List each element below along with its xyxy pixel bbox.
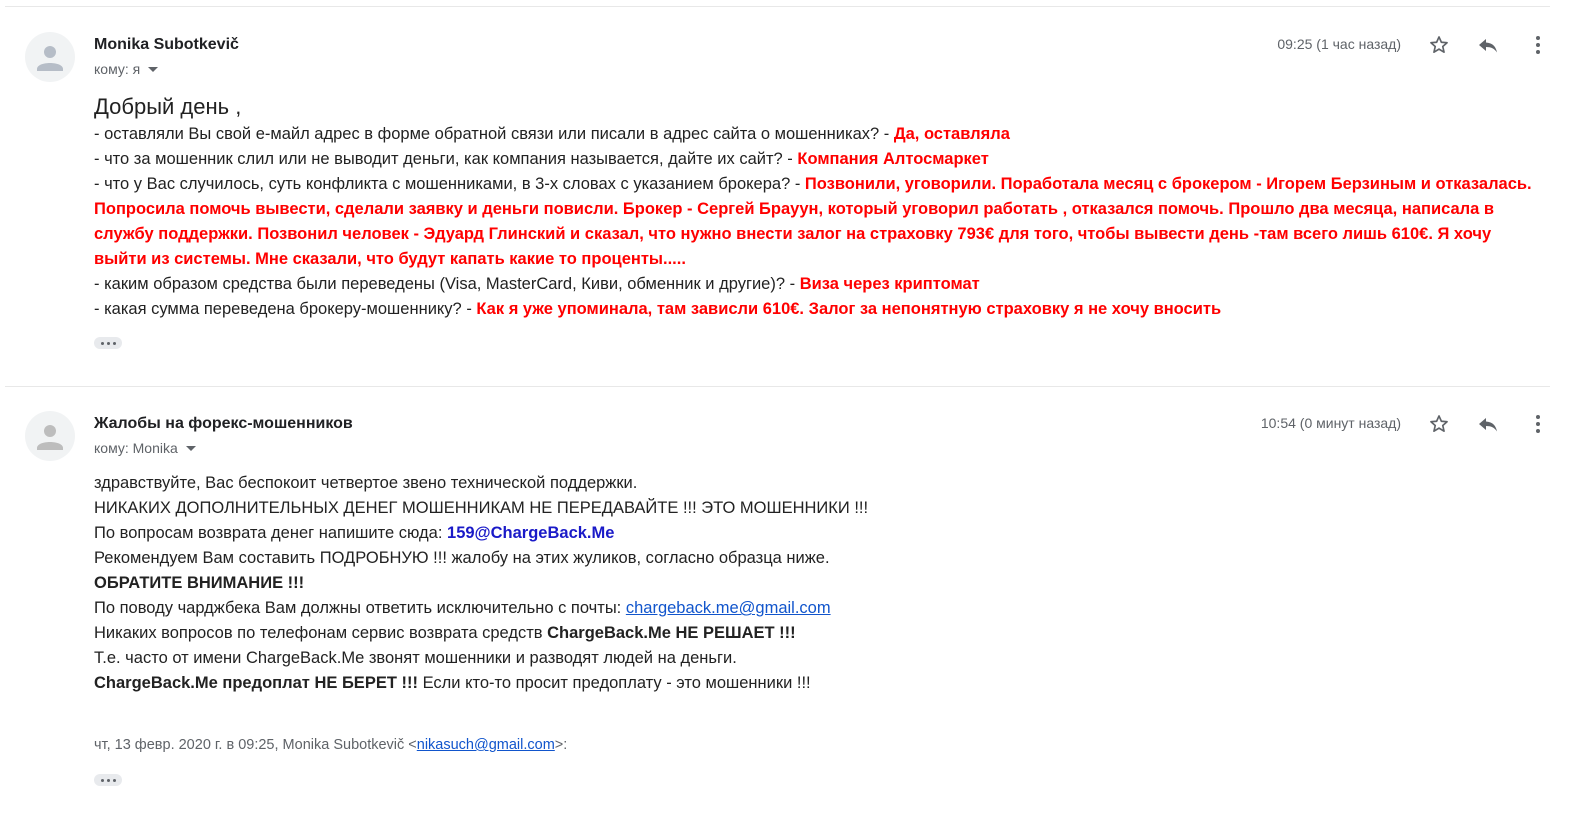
body-line-1: здравствуйте, Вас беспокоит четвертое звено технической поддержки.	[94, 474, 638, 492]
star-icon	[1428, 413, 1450, 435]
text: По поводу чарджбека Вам должны ответить исключительно с почты:	[94, 599, 626, 617]
message-body	[94, 471, 1534, 696]
text: Никаких вопросов по телефонам сервис возврата средств	[94, 624, 548, 642]
recipient-label: кому: Monika	[94, 440, 178, 456]
text: >:	[554, 737, 568, 753]
show-trimmed-content-button[interactable]	[94, 774, 122, 786]
recipient-details[interactable]	[94, 440, 196, 456]
body-line-2: НИКАКИХ ДОПОЛНИТЕЛЬНЫХ ДЕНЕГ МОШЕННИКАМ НЕ ПЕРЕДАВАЙТЕ !!! ЭТО МОШЕННИКИ !!!	[94, 499, 869, 517]
question: - каким образом средства были переведены (Visa, MasterCard, Киви, обменник и другие)? -	[94, 275, 800, 293]
text: По вопросам возврата денег напишите сюда:	[94, 524, 448, 542]
support-email-link[interactable]: 159@ChargeBack.Me	[447, 524, 615, 542]
reply-button[interactable]	[1474, 410, 1502, 438]
person-icon	[25, 411, 75, 461]
sender-avatar[interactable]	[25, 411, 75, 461]
quote-attribution	[94, 737, 567, 753]
answer: Компания Алтосмаркет	[797, 150, 989, 168]
chevron-down-icon[interactable]	[186, 446, 196, 451]
text: Если кто-то просит предоплату - это мошенники !!!	[417, 674, 811, 692]
answer: Как я уже упоминала, там зависли 610€. Залог за непонятную страховку я не хочу вносить	[476, 300, 1222, 318]
sender-name[interactable]: Monika Subotkevič	[94, 36, 239, 53]
recipient-label: кому: я	[94, 61, 141, 77]
question: - оставляли Вы свой е-майл адрес в форме обратной связи или писали в адрес сайта о мошенниках? -	[94, 125, 894, 143]
answer: Да, оставляла	[893, 125, 1010, 143]
sender-name[interactable]: Жалобы на форекс-мошенников	[94, 415, 353, 432]
text: чт, 13 февр. 2020 г. в 09:25, Monika Subotkevič <	[94, 737, 417, 753]
more-vert-icon	[1535, 414, 1541, 434]
body-line-4: Рекомендуем Вам составить ПОДРОБНУЮ !!! жалобу на этих жуликов, согласно образца ниже.	[94, 549, 830, 567]
message-time: 10:54 (0 минут назад)	[1260, 415, 1401, 431]
show-trimmed-icon	[101, 779, 104, 782]
greeting: Добрый день ,	[94, 94, 242, 119]
more-options-button[interactable]	[1524, 410, 1552, 438]
body-line-9	[94, 671, 1534, 696]
answer: Виза через криптомат	[799, 275, 980, 293]
body-line-8: Т.е. часто от имени ChargeBack.Me звонят мошенники и разводят людей на деньги.	[94, 649, 737, 667]
body-line-7	[94, 621, 1534, 646]
body-line-6	[94, 596, 1534, 621]
chargeback-email-link[interactable]: chargeback.me@gmail.com	[625, 599, 831, 617]
bold-text: ChargeBack.Me предоплат НЕ БЕРЕТ !!!	[94, 674, 418, 692]
body-line-5: ОБРАТИТЕ ВНИМАНИЕ !!!	[94, 574, 305, 592]
star-button[interactable]	[1425, 410, 1453, 438]
question: - какая сумма переведена брокеру-мошеннику? -	[94, 300, 477, 318]
question: - что за мошенник слил или не выводит деньги, как компания называется, дайте их сайт? -	[94, 150, 798, 168]
reply-icon	[1476, 413, 1500, 435]
message-time: 09:25 (1 час назад)	[1277, 36, 1401, 52]
answer: Позвонили, уговорили. Поработала месяц с брокером - Игорем Берзиным и отказалась. Попросила помочь вывести, сделали заявку и деньги повисли. Брокер - Сергей Брауун, который уговорил работать , отказался помочь. Прошло два месяца, написала в службу поддержки. Позвонил человек - Эдуард Глинский и сказал, что нужно внести залог на страховку 793€ для того, чтобы вывести день -там всего лишь 610€. Я хочу выйти из системы. Мне сказали, что будут капать какие то проценты.....	[94, 175, 1532, 268]
quoted-sender-email-link[interactable]: nikasuch@gmail.com	[416, 737, 555, 753]
bold-text: ChargeBack.Me НЕ РЕШАЕТ !!!	[547, 624, 796, 642]
body-line-3	[94, 521, 1534, 546]
question: - что у Вас случилось, суть конфликта с мошенниками, в 3-х словах с указанием брокера? -	[94, 175, 805, 193]
